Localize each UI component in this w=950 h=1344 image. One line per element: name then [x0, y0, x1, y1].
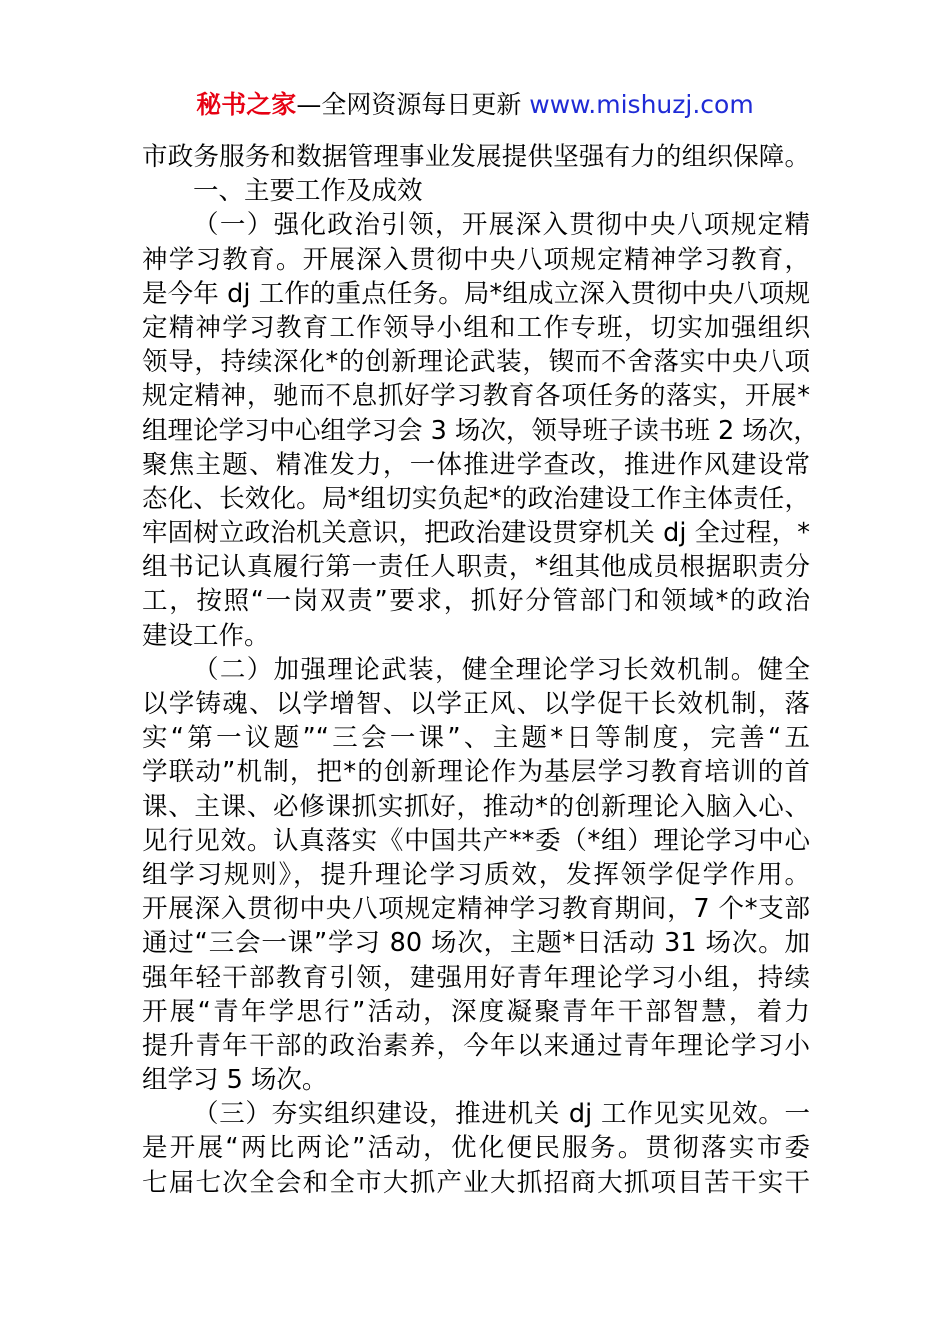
text-line: 以学铸魂、以学增智、以学正风、以学促干长效机制，落 [142, 689, 810, 719]
text-line: 七届七次全会和全市大抓产业大抓招商大抓项目苦干实干 [142, 1167, 810, 1198]
text-line: 是开展“两比两论”活动，优化便民服务。贯彻落实市委 [142, 1133, 810, 1164]
text-line: 学联动”机制，把*的创新理论作为基层学习教育培训的首 [142, 757, 810, 788]
text-line: 工，按照“一岗双责”要求，抓好分管部门和领域*的政治 [142, 586, 810, 617]
text-line: 聚焦主题、精准发力，一体推进学查改，推进作风建设常 [142, 449, 810, 480]
subsection-heading-line: （三）夯实组织建设，推进机关 dj 工作见实见效。一 [193, 1099, 810, 1130]
subsection-heading-line: （二）加强理论武装，健全理论学习长效机制。健全 [193, 654, 810, 685]
text-line: 实“第一议题”“三会一课”、主题*日等制度，完善“五 [142, 723, 810, 754]
text-line: 建设工作。 [142, 620, 270, 651]
text-line: 定精神学习教育工作领导小组和工作专班，切实加强组织 [142, 312, 810, 343]
text-line: 强年轻干部教育引领，建强用好青年理论学习小组，持续 [142, 962, 810, 993]
text-line: 牢固树立政治机关意识，把政治建设贯穿机关 dj 全过程，* [142, 518, 810, 549]
text-line: 课、主课、必修课抓实抓好，推动*的创新理论入脑入心、 [142, 791, 810, 822]
text-line: 是今年 dj 工作的重点任务。局*组成立深入贯彻中央八项规 [142, 278, 810, 309]
page-header [0, 88, 950, 122]
text-line: 领导，持续深化*的创新理论武装，锲而不舍落实中央八项 [142, 347, 810, 378]
text-line: 神学习教育。开展深入贯彻中央八项规定精神学习教育， [142, 244, 810, 275]
text-line: 组理论学习中心组学习会 3 场次，领导班子读书班 2 场次， [142, 415, 819, 446]
text-line: 组学习 5 场次。 [142, 1065, 328, 1096]
header-slogan: —全网资源每日更新 [296, 90, 530, 119]
text-line: 组书记认真履行第一责任人职责，*组其他成员根据职责分 [142, 552, 810, 583]
subsection-heading-line: （一）强化政治引领，开展深入贯彻中央八项规定精 [193, 210, 810, 241]
text-line: 组学习规则》，提升理论学习质效，发挥领学促学作用。 [142, 859, 810, 890]
text-line: 规定精神，驰而不息抓好学习教育各项任务的落实，开展* [142, 381, 810, 412]
text-line: 提升青年干部的政治素养，今年以来通过青年理论学习小 [142, 1030, 810, 1061]
section-heading: 一、主要工作及成效 [193, 176, 423, 207]
text-line: 开展“青年学思行”活动，深度凝聚青年干部智慧，着力 [142, 996, 810, 1027]
document-body [142, 140, 819, 1200]
header-url-link[interactable]: www.mishuzj.com [529, 90, 754, 119]
text-line: 市政务服务和数据管理事业发展提供坚强有力的组织保障。 [142, 142, 810, 172]
text-line: 态化、长效化。局*组切实负起*的政治建设工作主体责任， [142, 483, 810, 514]
text-line: 见行见效。认真落实《中国共产**委（*组）理论学习中心 [142, 825, 810, 856]
text-line: 通过“三会一课”学习 80 场次，主题*日活动 31 场次。加 [142, 928, 810, 959]
header-brand: 秘书之家 [196, 90, 297, 119]
text-line: 开展深入贯彻中央八项规定精神学习教育期间，7 个*支部 [142, 894, 810, 925]
